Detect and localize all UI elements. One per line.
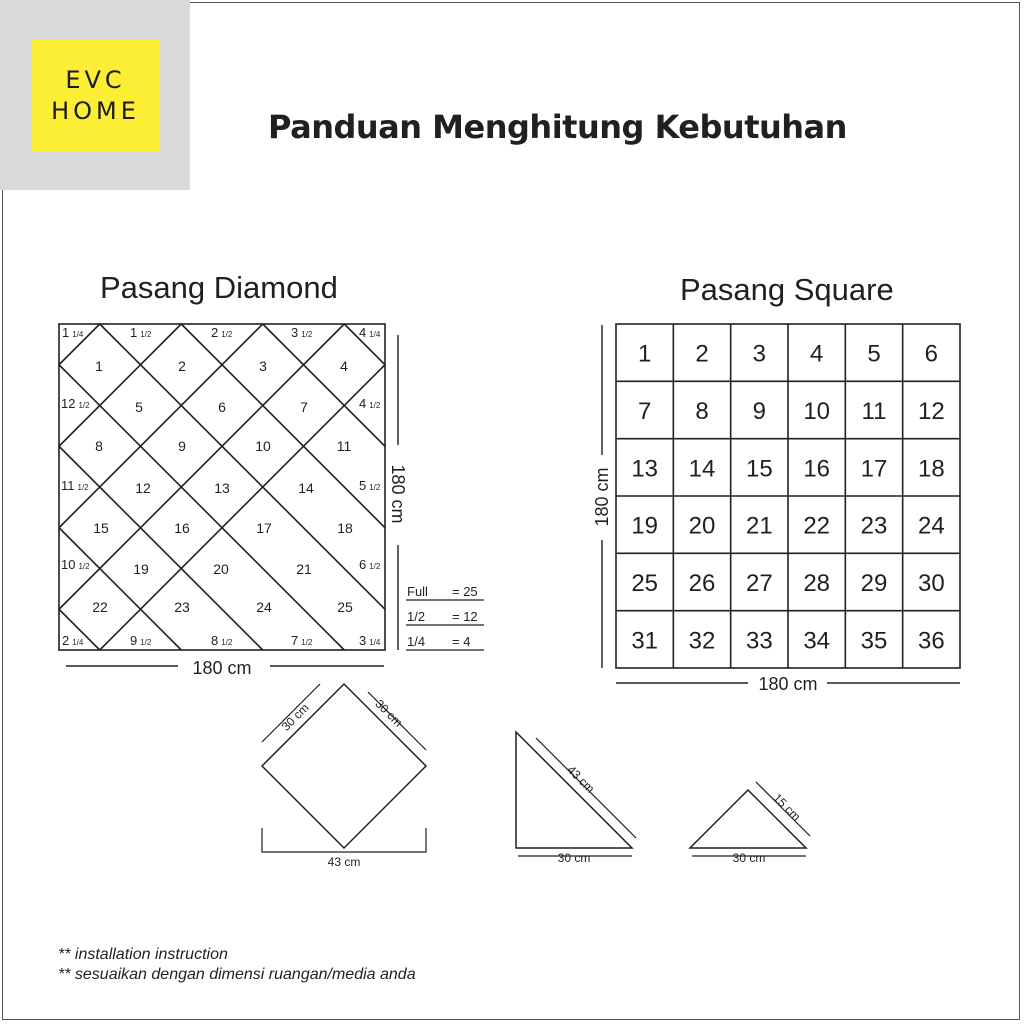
square-tile-number: 30 [917,570,945,597]
square-tile-number: 8 [695,398,709,425]
diamond-edge-label-right: 5 1/2 [359,478,381,493]
square-tile-number: 28 [803,570,831,597]
legend-quarter-value: = 4 [452,634,471,649]
legend-half-value: = 12 [452,609,478,624]
diamond-tile-number: 18 [337,520,353,536]
legend-full-value: = 25 [452,584,478,599]
diamond-tile-number: 8 [95,438,103,454]
square-tile-number: 5 [867,340,881,368]
diamond-tile-number: 6 [218,399,226,415]
diamond-tile-number: 7 [300,399,308,415]
diamond-tile-number: 11 [336,438,352,454]
diamond-edge-label-bottom: 2 1/4 [62,633,84,648]
diamond-edge-label-top: 1 1/2 [130,325,152,340]
diamond-edge-label-right: 6 1/2 [359,557,381,572]
square-tile-number: 13 [631,455,659,483]
diamond-tile-number: 16 [174,520,190,536]
diamond-tile-number: 15 [93,520,109,536]
logo-line-1: EVC [65,65,126,94]
square-tile-number: 11 [861,398,887,425]
diamond-tile-number: 2 [178,358,186,374]
diamond-tile-number: 24 [256,599,272,615]
diamond-tile-number: 19 [133,561,149,577]
diamond-tile-number: 14 [298,480,314,496]
square-tile-number: 22 [803,512,831,540]
diamond-edge-label-bottom: 8 1/2 [211,633,233,648]
note-line-1: ** installation instruction [58,946,228,963]
quarter-tile-base-label: 30 cm [732,851,766,865]
half-tile-hypotenuse-label: 43 cm [564,762,598,796]
diamond-edge-label-bottom: 3 1/4 [359,633,381,648]
diamond-tile-number: 10 [255,438,271,454]
diamond-edge-label-top: 4 1/4 [359,325,381,340]
diamond-tile-number: 20 [213,561,229,577]
diamond-tile-number: 22 [92,599,108,615]
diamond-tile-number: 9 [178,438,186,454]
diamond-width-label: 180 cm [192,658,252,678]
square-tile-number: 10 [803,398,831,425]
square-tile-number: 16 [803,455,831,483]
square-tile-number: 1 [637,340,652,368]
diamond-edge-label-top: 1 1/4 [62,325,84,340]
diamond-tile-number: 23 [174,599,190,615]
diamond-tile-number: 3 [259,358,267,374]
note-line-2: ** sesuaikan dengan dimensi ruangan/media anda [58,966,416,983]
diamond-tile-number: 17 [256,520,272,536]
full-tile-side-a-label: 30 cm [278,700,312,734]
logo-line-2: HOME [51,96,140,125]
square-tile-number: 12 [917,398,945,425]
square-tile-number: 23 [860,512,888,540]
square-tile-number: 24 [917,512,945,540]
square-tile-number: 14 [688,455,716,483]
square-tile-number: 21 [745,512,773,540]
diamond-tile-number: 4 [340,358,348,374]
diamond-height-label: 180 cm [388,464,408,524]
diamond-edge-label-top: 2 1/2 [211,325,233,340]
square-tile-number: 4 [809,340,824,368]
square-tile-number: 26 [688,570,716,597]
square-tile-number: 35 [860,627,888,655]
square-tile-number: 33 [745,627,773,655]
footer-notes [58,945,416,985]
square-tile-number: 18 [917,455,945,483]
legend-full-label: Full [407,584,428,599]
diamond-tile-number: 5 [135,399,143,415]
square-height-label: 180 cm [592,467,612,527]
square-tile-number: 36 [917,627,945,655]
diamond-edge-label-left: 12 1/2 [61,396,90,411]
diamond-section-title: Pasang Diamond [100,270,338,305]
square-section-title: Pasang Square [680,272,894,307]
diamond-edge-label-bottom: 7 1/2 [291,633,313,648]
half-tile-shape [516,732,632,848]
square-tile-number: 15 [745,455,773,483]
diamond-tile-number: 25 [337,599,353,615]
square-tile-number: 34 [803,627,831,655]
square-tile-number: 25 [631,570,659,597]
full-tile-shape [262,684,426,848]
page-title: Panduan Menghitung Kebutuhan [268,108,847,146]
square-tile-number: 3 [752,340,767,368]
diamond-tile-number: 1 [95,358,103,374]
full-tile-width-label: 43 cm [327,855,361,869]
square-tile-number: 6 [924,340,939,368]
square-tile-number: 9 [752,398,767,425]
square-tile-number: 31 [631,627,659,655]
square-tile-number: 29 [860,570,888,597]
diamond-edge-label-left: 10 1/2 [61,557,90,572]
quarter-tile-side-label: 15 cm [770,790,804,824]
diamond-tile-number: 12 [135,480,151,496]
square-tile-number: 2 [695,340,709,368]
full-tile-side-b-label: 30 cm [372,696,406,730]
square-tile-number: 20 [688,512,716,540]
diamond-tile-number: 21 [296,561,312,577]
square-tile-number: 27 [745,570,773,597]
square-tile-number: 32 [688,627,716,655]
diamond-tile-number: 13 [214,480,230,496]
square-tile-number: 19 [631,512,659,540]
square-tile-number: 7 [637,398,652,425]
half-tile-base-label: 30 cm [557,851,591,865]
legend-quarter-label: 1/4 [407,634,426,649]
legend-half-label: 1/2 [407,609,426,624]
diamond-edge-label-top: 3 1/2 [291,325,313,340]
diamond-edge-label-left: 11 1/2 [61,478,89,493]
square-width-label: 180 cm [758,674,818,694]
diamond-edge-label-right: 4 1/2 [359,396,381,411]
diamond-edge-label-bottom: 9 1/2 [130,633,152,648]
square-tile-number: 17 [860,455,888,483]
